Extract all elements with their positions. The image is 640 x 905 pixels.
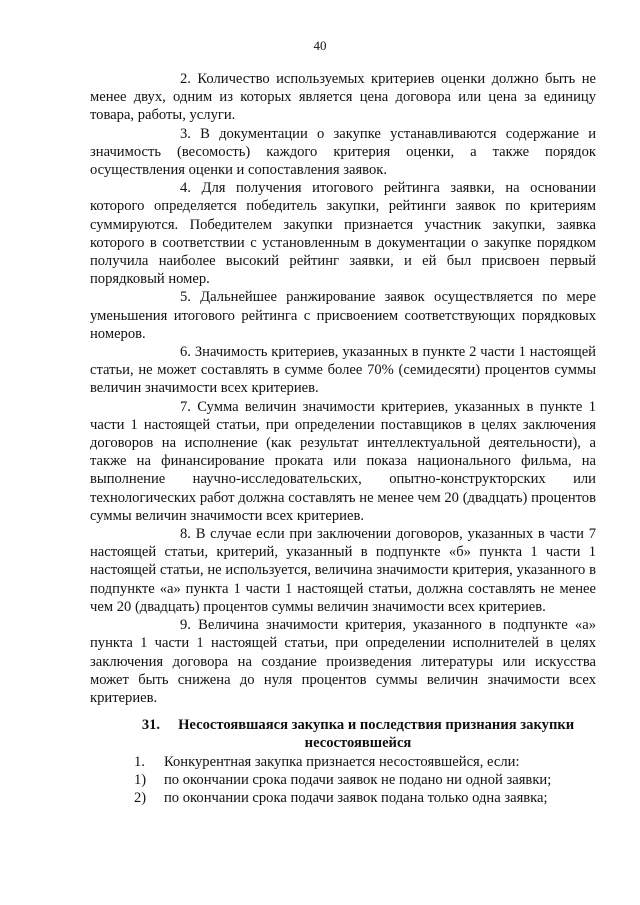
paragraph-text: Для получения итогового рейтинга заявки, на основании которого определяется победитель закупки, рейтинги заявок по критериям суммируются. Победителем закупки признается участник закупки, заявка которого в соответствии с установленным в документации о закупке порядком получила наиболее высокий рейтинг заявки, и ей был присвоен первый порядковый номер. (90, 180, 596, 288)
paragraph-4 (90, 179, 596, 288)
paragraph-text: Значимость критериев, указанных в пункте 2 части 1 настоящей статьи, не может составлять в сумме более 70% (семидесяти) процентов суммы величин значимости всех критериев. (90, 344, 596, 397)
paragraph-text: Дальнейшее ранжирование заявок осуществляется по мере уменьшения итогового рейтинга с присвоением соответствующих порядковых номеров. (90, 289, 596, 342)
paragraph-text: В случае если при заключении договоров, указанных в части 7 настоящей статьи, критерий, указанный в подпункте «б» пункта 1 части 1 настоящей статьи, не используется, величина значимости критерия, указанного в подпункте «а» пункта 1 части 1 настоящей статьи, должна составлять не менее чем 20 (двадцать) процентов суммы величин значимости всех критериев. (90, 526, 596, 615)
list-item-number: 1. (134, 753, 145, 770)
paragraph-number: 8. (180, 526, 191, 543)
list-item (90, 771, 596, 789)
list-item-text: по окончании срока подачи заявок не подано ни одной заявки; (164, 771, 552, 788)
paragraph-2 (90, 70, 596, 125)
paragraph-7 (90, 398, 596, 525)
list-item-number: 2) (134, 789, 147, 806)
paragraph-text: Количество используемых критериев оценки должно быть не менее двух, одним из которых является цена договора или цена за единицу товара, работы, услуги. (90, 71, 596, 124)
section-heading (90, 716, 596, 752)
paragraph-number: 5. (180, 289, 191, 306)
list-item-number: 1) (134, 771, 147, 788)
paragraph-number: 4. (180, 180, 191, 197)
paragraph-number: 6. (180, 344, 191, 361)
paragraph-text: Величина значимости критерия, указанного в подпункте «а» пункта 1 части 1 настоящей статьи, при определении исполнителей в целях заключения договора на создание произведения литературы или искусства может быть снижена до нуля процентов суммы величин значимости всех критериев. (90, 617, 596, 706)
paragraph-5 (90, 288, 596, 343)
paragraph-number: 2. (180, 71, 191, 87)
paragraph-8 (90, 525, 596, 616)
document-body (90, 70, 596, 807)
section-title: Несостоявшаяся закупка и последствия признания закупки несостоявшейся (178, 717, 575, 752)
list-item (90, 789, 596, 807)
page-number: 40 (313, 38, 327, 53)
paragraph-number: 7. (180, 398, 191, 415)
paragraph-text: В документации о закупке устанавливаются содержание и значимость (весомость) каждого критерия оценки, а также порядок осуществления оценки и сопоставления заявок. (90, 125, 597, 179)
list-item-text: по окончании срока подачи заявок подана только одна заявка; (164, 789, 548, 806)
paragraph-6 (90, 343, 596, 398)
paragraph-3 (90, 125, 596, 180)
paragraph-9 (90, 616, 596, 707)
paragraph-text: Сумма величин значимости критериев, указанных в пункте 1 части 1 настоящей статьи, при определении поставщиков в целях заключения договоров на исполнение (как результат интеллектуальной деятельности), а также на финансирование проката или показа национального фильма, на выполнение научно-исследовательских, опытно-конструкторских или технологических работ должна составлять не менее чем 20 (двадцать) процентов суммы величин значимости всех критериев. (90, 398, 596, 524)
paragraph-number: 3. (180, 125, 191, 142)
list-item (90, 753, 596, 771)
paragraph-number: 9. (180, 617, 191, 634)
list-item-text: Конкурентная закупка признается несостоявшейся, если: (164, 753, 520, 770)
section-number: 31. (141, 717, 161, 734)
